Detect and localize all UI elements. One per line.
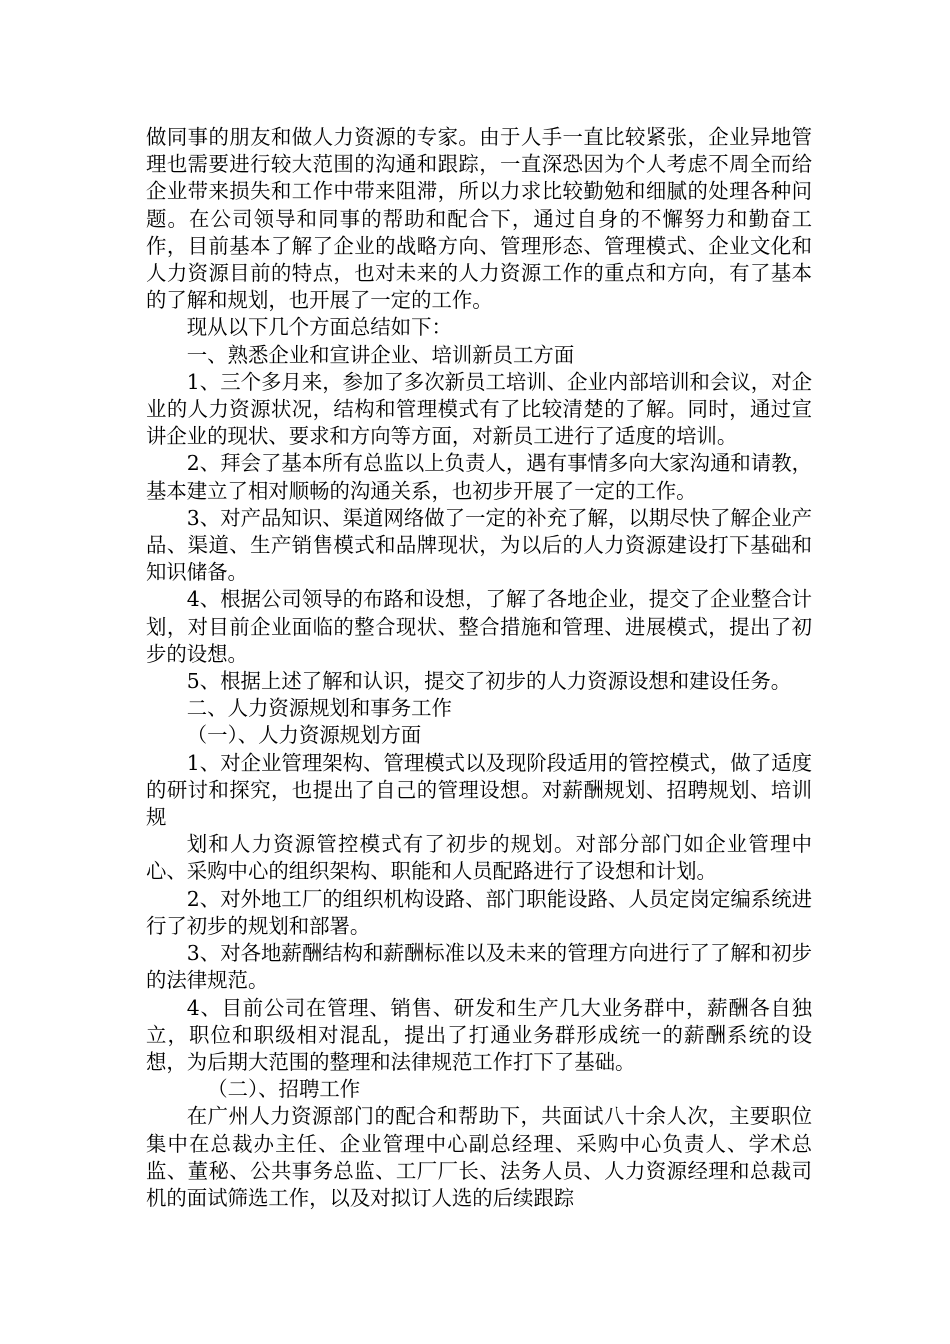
paragraph-item-1-1: 1、三个多月来，参加了多次新员工培训、企业内部培训和会议，对企业的人力资源状况，结构和管理模式有了比较清楚的了解。同时，通过宣讲企业的现状、要求和方向等方面，对新员工进行了适度的培训。 xyxy=(146,369,812,449)
paragraph-item-1-2: 2、拜会了基本所有总监以上负责人，遇有事情多向大家沟通和请教，基本建立了相对顺畅的沟通关系，也初步开展了一定的工作。 xyxy=(146,451,812,503)
paragraph-intro: 做同事的朋友和做人力资源的专家。由于人手一直比较紧张，企业异地管理也需要进行较大范围的沟通和跟踪，一直深恐因为个人考虑不周全而给企业带来损失和工作中带来阻滞，所以力求比较勤勉和细腻的处理各种问题。在公司领导和同事的帮助和配合下，通过自身的不懈努力和勤奋工作，目前基本了解了企业的战略方向、管理形态、管理模式、企业文化和人力资源目前的特点，也对未来的人力资源工作的重点和方向，有了基本的了解和规划，也开展了一定的工作。 xyxy=(146,125,812,313)
paragraph-item-2-1: 1、对企业管理架构、管理模式以及现阶段适用的管控模式，做了适度的研讨和探究，也提出了自己的管理设想。对薪酬规划、招聘规划、培训规 xyxy=(146,750,812,830)
document-body xyxy=(146,124,812,1212)
section-heading-2: 二、人力资源规划和事务工作 xyxy=(186,696,452,721)
paragraph-item-2-4: 4、目前公司在管理、销售、研发和生产几大业务群中，薪酬各自独立，职位和职级相对混乱，提出了打通业务群形成统一的薪酬系统的设想，为后期大范围的整理和法律规范工作打下了基础。 xyxy=(146,995,812,1074)
paragraph-item-1-5: 5、根据上述了解和认识，提交了初步的人力资源设想和建设任务。 xyxy=(186,669,792,694)
subsection-heading-2-1: （一）、人力资源规划方面 xyxy=(186,723,422,748)
paragraph-item-2-3: 3、对各地薪酬结构和薪酬标准以及未来的管理方向进行了了解和初步的法律规范。 xyxy=(146,941,812,993)
paragraph-item-1-4: 4、根据公司领导的布路和设想，了解了各地企业，提交了企业整合计划，对目前企业面临的整合现状、整合措施和管理、进展模式，提出了初步的设想。 xyxy=(146,587,812,666)
paragraph-item-2-1-cont: 划和人力资源管控模式有了初步的规划。对部分部门如企业管理中心、采购中心的组织架构、职能和人员配路进行了设想和计划。 xyxy=(146,832,812,884)
subsection-heading-2-2: （二）、招聘工作 xyxy=(207,1077,361,1102)
paragraph-item-2-2: 2、对外地工厂的组织机构设路、部门职能设路、人员定岗定编系统进行了初步的规划和部署。 xyxy=(146,886,812,938)
paragraph-summary-lead: 现从以下几个方面总结如下： xyxy=(186,315,452,340)
paragraph-recruitment: 在广州人力资源部门的配合和帮助下，共面试八十余人次，主要职位集中在总裁办主任、企业管理中心副总经理、采购中心负责人、学术总监、董秘、公共事务总监、工厂厂长、法务人员、人力资源经理和总裁司机的面试筛选工作，以及对拟订人选的后续跟踪 xyxy=(146,1104,812,1210)
section-heading-1: 一、熟悉企业和宣讲企业、培训新员工方面 xyxy=(186,342,575,367)
paragraph-item-1-3: 3、对产品知识、渠道网络做了一定的补充了解，以期尽快了解企业产品、渠道、生产销售模式和品牌现状，为以后的人力资源建设打下基础和知识储备。 xyxy=(146,505,812,585)
